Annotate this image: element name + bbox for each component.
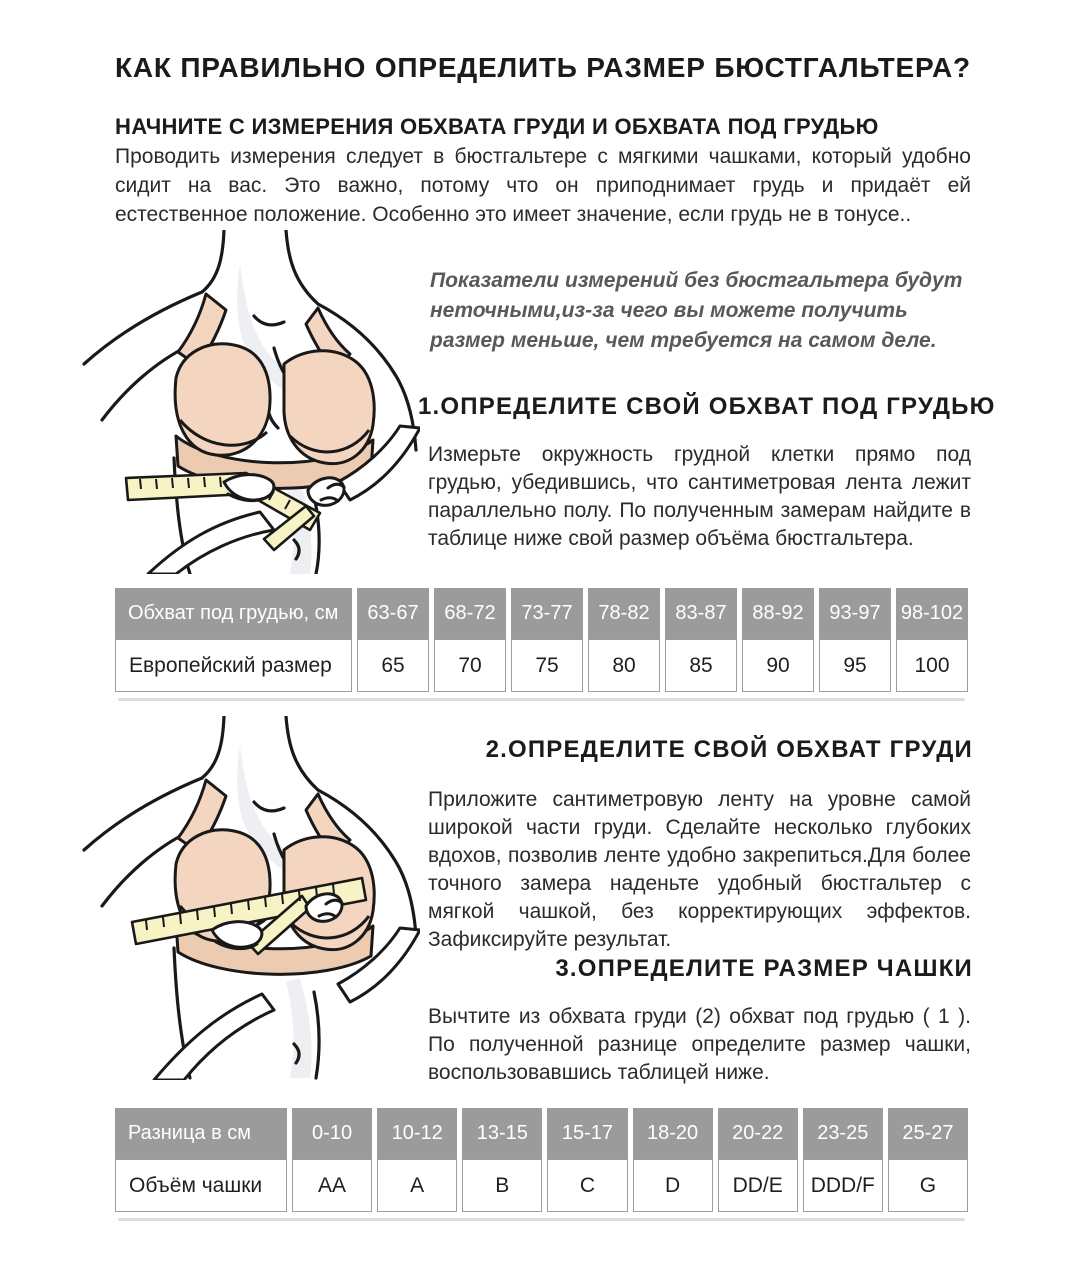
band-size-cell: 95 <box>819 639 891 692</box>
bust-measurement-illustration <box>78 716 420 1080</box>
band-range-cell: 68-72 <box>434 588 506 639</box>
band-range-cell: 93-97 <box>819 588 891 639</box>
cup-range-cell: 0-10 <box>292 1108 372 1159</box>
step3-heading: 3.ОПРЕДЕЛИТЕ РАЗМЕР ЧАШКИ <box>555 955 973 982</box>
band-table-row-label: Европейский размер <box>115 639 352 692</box>
cup-range-cell: 20-22 <box>718 1108 798 1159</box>
band-size-cell: 80 <box>588 639 660 692</box>
band-size-cell: 90 <box>742 639 814 692</box>
band-range-cell: 78-82 <box>588 588 660 639</box>
cup-range-cell: 10-12 <box>377 1108 457 1159</box>
cup-size-cell: DD/E <box>718 1159 798 1212</box>
underbust-illustration-svg <box>78 230 420 574</box>
note-text: Показатели измерений без бюстгальтера будут неточными,из-за чего вы можете получить размер меньше, чем требуется на самом деле. <box>430 269 963 352</box>
underbust-measurement-illustration <box>78 230 420 574</box>
band-size-cell: 85 <box>665 639 737 692</box>
cup-range-cell: 15-17 <box>547 1108 627 1159</box>
band-range-cell: 98-102 <box>896 588 968 639</box>
cup-size-table <box>115 1108 968 1212</box>
cup-size-cell: AA <box>292 1159 372 1212</box>
band-size-cell: 100 <box>896 639 968 692</box>
band-range-cell: 73-77 <box>511 588 583 639</box>
cup-size-cell: B <box>462 1159 542 1212</box>
cup-size-cell: C <box>547 1159 627 1212</box>
cup-range-cell: 23-25 <box>803 1108 883 1159</box>
band-range-cell: 63-67 <box>357 588 429 639</box>
bust-illustration-svg <box>78 716 420 1080</box>
band-table-header-label: Обхват под грудью, см <box>115 588 352 639</box>
band-size-cell: 75 <box>511 639 583 692</box>
cup-range-cell: 18-20 <box>633 1108 713 1159</box>
step1-text: Измерьте окружность грудной клетки прямо под грудью, убедившись, что сантиметровая лента лежит параллельно полу. По полученным замерам найдите в таблице ниже свой размер объёма бюстгальтера. <box>428 443 971 550</box>
step1-heading: 1.ОПРЕДЕЛИТЕ СВОЙ ОБХВАТ ПОД ГРУДЬЮ <box>418 393 996 420</box>
cup-table-row-label: Объём чашки <box>115 1159 287 1212</box>
cup-range-cell: 13-15 <box>462 1108 542 1159</box>
cup-size-cell: DDD/F <box>803 1159 883 1212</box>
band-range-cell: 88-92 <box>742 588 814 639</box>
cup-size-cell: D <box>633 1159 713 1212</box>
step2-heading: 2.ОПРЕДЕЛИТЕ СВОЙ ОБХВАТ ГРУДИ <box>485 736 973 763</box>
band-size-table <box>115 588 968 692</box>
step2-text: Приложите сантиметровую ленту на уровне самой широкой части груди. Сделайте несколько глубоких вдохов, позволив ленте удобно закрепиться.Для более точного замера наденьте удобный бюстгальтер с мягкой чашкой, без корректирующих эффектов. Зафиксируйте результат. <box>428 788 971 951</box>
band-size-cell: 70 <box>434 639 506 692</box>
cup-range-cell: 25-27 <box>888 1108 968 1159</box>
band-range-cell: 83-87 <box>665 588 737 639</box>
intro-text: Проводить измерения следует в бюстгальтере с мягкими чашками, который удобно сидит на вас. Это важно, потому что он приподнимает грудь и придаёт ей естественное положение. Особенно это имеет значение, если грудь не в тонусе.. <box>115 145 971 226</box>
intro-heading: НАЧНИТЕ С ИЗМЕРЕНИЯ ОБХВАТА ГРУДИ И ОБХВАТА ПОД ГРУДЬЮ <box>115 114 879 139</box>
cup-size-cell: G <box>888 1159 968 1212</box>
step3-text: Вычтите из обхвата груди (2) обхват под грудью ( 1 ). По полученной разнице определите размер чашки, воспользовавшись таблицей ниже. <box>428 1005 971 1084</box>
page-title: КАК ПРАВИЛЬНО ОПРЕДЕЛИТЬ РАЗМЕР БЮСТГАЛЬТЕРА? <box>115 52 971 83</box>
cup-size-cell: A <box>377 1159 457 1212</box>
band-size-cell: 65 <box>357 639 429 692</box>
cup-table-header-label: Разница в см <box>115 1108 287 1159</box>
